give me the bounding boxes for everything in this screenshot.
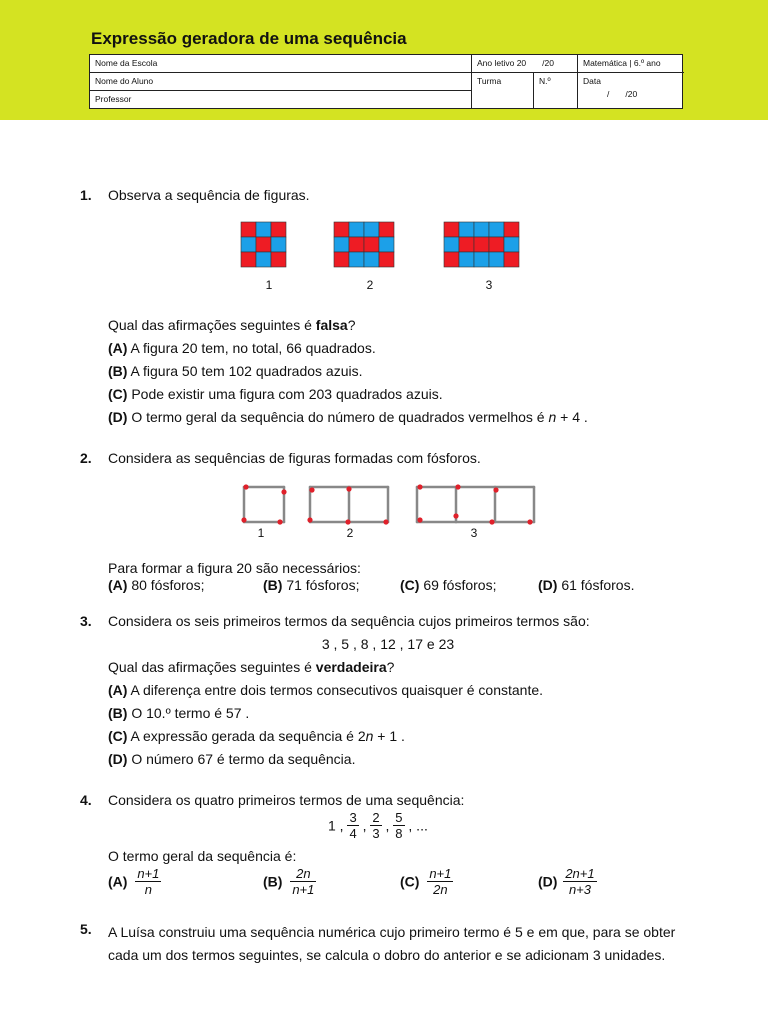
q2-option-b[interactable]: (B) 71 fósforos;	[263, 577, 360, 593]
q4-option-c[interactable]: (C) $\frac{n+1}{2n}$	[400, 866, 452, 897]
q4-term-3: $\frac{2}{3}$	[372, 810, 380, 841]
question-4-prompt: O termo geral da sequência é:	[108, 848, 297, 864]
q1-square-blue	[489, 222, 504, 237]
q1-square-red	[444, 252, 459, 267]
date-suffix: /20	[625, 89, 638, 99]
q1-square-red	[504, 222, 519, 237]
q4-term-2: $\frac{3}{4}$	[349, 810, 357, 841]
q1-square-blue	[349, 222, 364, 237]
q2-figure-3	[417, 487, 534, 522]
question-2-number: 2.	[80, 450, 92, 466]
q2-figure-1-heads	[241, 484, 286, 524]
student-number-field[interactable]	[534, 73, 578, 109]
q1-square-blue	[241, 237, 256, 252]
q1-square-blue	[256, 252, 271, 267]
question-5-line-1: A Luísa construiu uma sequência numérica cujo primeiro termo é 5 e em que, para se obter	[108, 924, 676, 940]
q2-option-a[interactable]: (A) 80 fósforos;	[108, 577, 205, 593]
q2-figure-2	[310, 487, 388, 522]
q3-option-b[interactable]: (B) O 10.º termo é 57 .	[108, 705, 250, 721]
q1-square-red	[379, 252, 394, 267]
q2-fig-label-3: 3	[470, 526, 478, 540]
q1-square-red	[241, 252, 256, 267]
q1-square-blue	[489, 252, 504, 267]
q1-option-a[interactable]: (A) A figura 20 tem, no total, 66 quadrados.	[108, 340, 376, 356]
q4-term-1: 1 ,	[328, 817, 344, 834]
q1-square-blue	[364, 252, 379, 267]
q1-square-red	[489, 237, 504, 252]
q1-option-c[interactable]: (C) Pode existir uma figura com 203 quadrados azuis.	[108, 386, 443, 402]
q1-square-blue	[379, 237, 394, 252]
question-3-number: 3.	[80, 613, 92, 629]
question-5-line-2: cada um dos termos seguintes, se calcula o dobro do anterior e se adicionam 3 unidades.	[108, 947, 666, 963]
teacher-field[interactable]	[90, 91, 472, 109]
q1-square-blue	[364, 222, 379, 237]
q1-fig-label-1: 1	[265, 278, 273, 292]
q1-square-blue	[474, 252, 489, 267]
class-label: Turma	[477, 76, 502, 86]
q1-square-blue	[459, 252, 474, 267]
q1-square-blue	[334, 237, 349, 252]
question-1-prompt: Qual das afirmações seguintes é falsa?	[108, 317, 356, 333]
school-label: Nome da Escola	[95, 58, 158, 68]
q4-option-a[interactable]: (A) $\frac{n+1}{n}$	[108, 866, 160, 897]
q4-option-b[interactable]: (B) $\frac{2n}{n+1}$	[263, 866, 315, 897]
question-1-text: Observa a sequência de figuras.	[108, 187, 310, 203]
document-title: Expressão geradora de uma sequência	[91, 29, 407, 48]
q1-square-red	[334, 252, 349, 267]
student-info-table	[89, 54, 683, 109]
q2-matchstick-figures	[230, 478, 550, 528]
q1-square-red	[364, 237, 379, 252]
school-year-field[interactable]	[472, 55, 578, 73]
q1-square-blue	[504, 237, 519, 252]
q1-fig-label-3: 3	[485, 278, 493, 292]
question-3-prompt: Qual das afirmações seguintes é verdadeira?	[108, 659, 395, 675]
q1-fig-label-2: 2	[366, 278, 374, 292]
subject-label: Matemática | 6.º ano	[583, 58, 661, 68]
q2-option-d[interactable]: (D) 61 fósforos.	[538, 577, 635, 593]
q3-sequence-terms: 3 , 5 , 8 , 12 , 17 e 23	[321, 636, 455, 652]
date-label: Data	[583, 76, 601, 86]
q1-square-red	[504, 252, 519, 267]
school-year-suffix: /20	[542, 58, 554, 68]
q1-square-red	[334, 222, 349, 237]
teacher-label: Professor	[95, 94, 132, 104]
q1-square-blue	[474, 222, 489, 237]
q1-square-red	[474, 237, 489, 252]
q1-square-blue	[271, 237, 286, 252]
q1-square-red	[271, 252, 286, 267]
q2-figure-3-heads	[417, 484, 532, 524]
q4-term-4: $\frac{5}{8}$	[395, 810, 403, 841]
q4-option-d[interactable]: (D) $\frac{2n+1}{n+3}$	[538, 866, 595, 897]
q1-option-d[interactable]: (D) O termo geral da sequência do número de quadrados vermelhos é n + 4 .	[108, 409, 588, 425]
q1-square-red	[271, 222, 286, 237]
date-field[interactable]	[578, 73, 684, 109]
q4-sequence-terms: 1 , $\frac{3}{4}$ , $\frac{2}{3}$ , $\frac{5}{8}$ , ...	[328, 810, 428, 841]
student-label: Nome do Aluno	[95, 76, 154, 86]
q1-square-red	[256, 237, 271, 252]
question-1-number: 1.	[80, 187, 92, 203]
q1-figure-3	[443, 221, 520, 268]
q1-square-blue	[459, 222, 474, 237]
q1-figure-1	[240, 221, 287, 268]
q2-fig-label-2: 2	[346, 526, 354, 540]
q1-option-b[interactable]: (B) A figura 50 tem 102 quadrados azuis.	[108, 363, 363, 379]
q1-square-red	[349, 237, 364, 252]
student-name-field[interactable]	[90, 73, 472, 91]
q3-option-d[interactable]: (D) O número 67 é termo da sequência.	[108, 751, 356, 767]
date-slash: /	[607, 89, 610, 99]
q2-figure-1	[244, 487, 284, 522]
q1-figure-2	[333, 221, 395, 268]
q1-square-blue	[349, 252, 364, 267]
q1-square-red	[459, 237, 474, 252]
question-2-text: Considera as sequências de figuras formadas com fósforos.	[108, 450, 481, 466]
class-field[interactable]	[472, 73, 534, 109]
question-4-number: 4.	[80, 792, 92, 808]
subject-field	[578, 55, 684, 73]
question-2-prompt: Para formar a figura 20 são necessários:	[108, 560, 361, 576]
question-4-text: Considera os quatro primeiros termos de uma sequência:	[108, 792, 465, 808]
q2-fig-label-1: 1	[257, 526, 265, 540]
q3-option-c[interactable]: (C) A expressão gerada da sequência é 2n + 1 .	[108, 728, 405, 744]
q2-option-c[interactable]: (C) 69 fósforos;	[400, 577, 497, 593]
question-3-text: Considera os seis primeiros termos da sequência cujos primeiros termos são:	[108, 613, 590, 629]
school-name-field[interactable]	[90, 55, 472, 73]
q1-square-blue	[256, 222, 271, 237]
q1-square-red	[444, 222, 459, 237]
number-label: N.º	[539, 76, 551, 86]
question-5-number: 5.	[80, 921, 92, 937]
q1-square-red	[241, 222, 256, 237]
q1-square-blue	[444, 237, 459, 252]
q1-square-red	[379, 222, 394, 237]
q3-option-a[interactable]: (A) A diferença entre dois termos consecutivos quaisquer é constante.	[108, 682, 544, 698]
school-year-label: Ano letivo 20	[477, 58, 527, 68]
